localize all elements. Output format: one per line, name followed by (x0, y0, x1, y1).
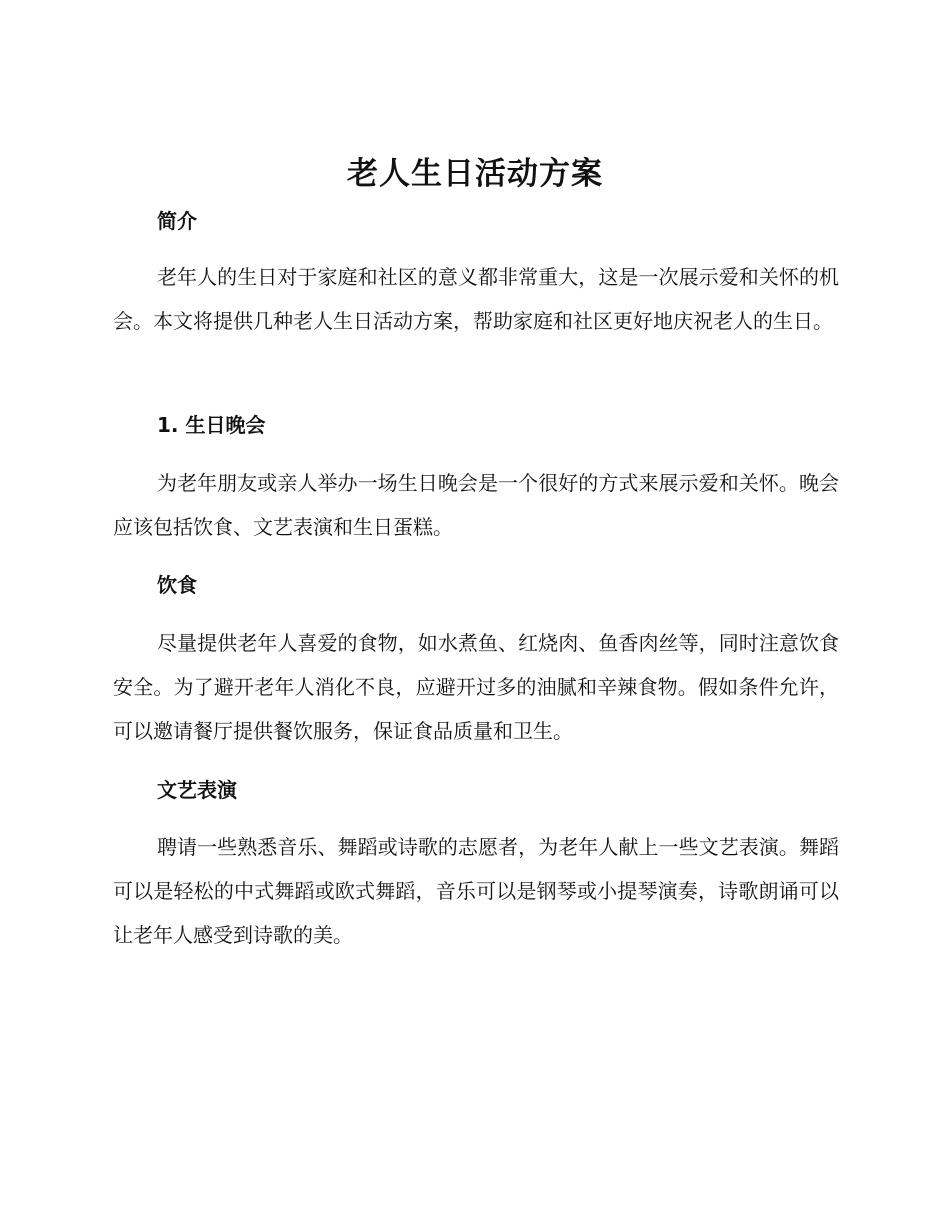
section-heading-food: 饮食 (157, 573, 197, 597)
section-heading-intro: 简介 (157, 209, 197, 233)
section-paragraph-birthday-party: 为老年朋友或亲人举办一场生日晚会是一个很好的方式来展示爱和关怀。晚会应该包括饮食、文艺表演和生日蛋糕。 (113, 471, 839, 539)
section-paragraph-performance: 聘请一些熟悉音乐、舞蹈或诗歌的志愿者，为老年人献上一些文艺表演。舞蹈可以是轻松的中式舞蹈或欧式舞蹈，音乐可以是钢琴或小提琴演奏，诗歌朗诵可以让老年人感受到诗歌的美。 (113, 835, 839, 947)
section-heading-birthday-party: 1. 生日晚会 (157, 413, 266, 437)
section-heading-performance: 文艺表演 (157, 778, 237, 802)
section-paragraph-intro: 老年人的生日对于家庭和社区的意义都非常重大，这是一次展示爱和关怀的机会。本文将提供几种老人生日活动方案，帮助家庭和社区更好地庆祝老人的生日。 (113, 265, 839, 333)
section-paragraph-food: 尽量提供老年人喜爱的食物，如水煮鱼、红烧肉、鱼香肉丝等，同时注意饮食安全。为了避开老年人消化不良，应避开过多的油腻和辛辣食物。假如条件允许，可以邀请餐厅提供餐饮服务，保证食品质量和卫生。 (113, 631, 839, 743)
document-title: 老人生日活动方案 (347, 156, 603, 192)
